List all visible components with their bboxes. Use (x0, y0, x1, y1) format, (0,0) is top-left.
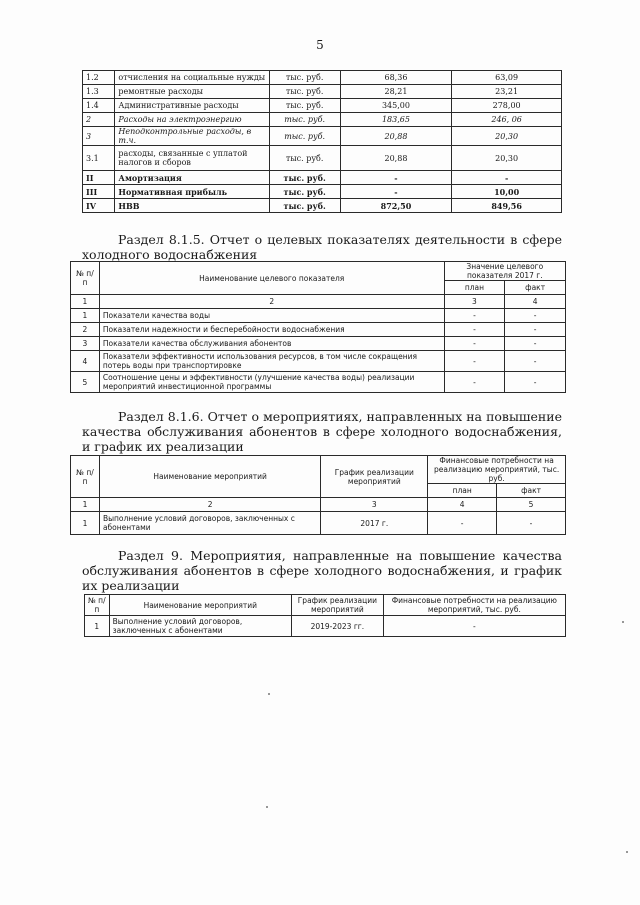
col-header-schedule: График реализации мероприятий (291, 595, 383, 616)
index-cell: 5 (497, 498, 566, 512)
row-value-1: - (340, 185, 452, 199)
row-plan: - (444, 309, 505, 323)
row-name: отчисления на социальные нужды (115, 71, 269, 85)
table-row (71, 372, 566, 393)
scan-speck (268, 693, 270, 695)
row-number: 4 (71, 351, 100, 372)
col-header-fact: факт (497, 484, 566, 498)
row-number: 3 (71, 337, 100, 351)
row-unit: тыс. руб. (269, 71, 340, 85)
row-code: 3.1 (83, 146, 115, 171)
row-value-1: 20,88 (340, 146, 452, 171)
col-header-plan: план (428, 484, 497, 498)
row-indicator-name: Показатели качества обслуживания абонентов (99, 337, 444, 351)
row-name: Неподконтрольные расходы, в т.ч. (115, 127, 269, 146)
index-cell: 1 (71, 498, 100, 512)
row-value-1: - (340, 171, 452, 185)
section-8-1-5-heading: Раздел 8.1.5. Отчет о целевых показателях деятельности в сфере холодного водоснабжения (82, 232, 562, 262)
section-9-heading: Раздел 9. Мероприятия, направленные на повышение качества обслуживания абонентов в сфере холодного водоснабжения, и график их реализации (82, 548, 562, 593)
row-code: 2 (83, 113, 115, 127)
index-cell: 1 (71, 295, 100, 309)
row-value-2: 20,30 (452, 127, 562, 146)
index-cell: 3 (444, 295, 505, 309)
col-header-indicator-name: Наименование целевого показателя (99, 262, 444, 295)
table-row (71, 351, 566, 372)
row-name: Нормативная прибыль (115, 185, 269, 199)
col-header-number: № п/п (85, 595, 110, 616)
table-row (71, 309, 566, 323)
row-fact: - (497, 512, 566, 535)
row-unit: тыс. руб. (269, 171, 340, 185)
col-header-indicator-value: Значение целевого показателя 2017 г. (444, 262, 565, 281)
row-number: 1 (71, 309, 100, 323)
row-indicator-name: Соотношение цены и эффективности (улучшение качества воды) реализации мероприятий инвестиционной программы (99, 372, 444, 393)
row-financial-needs: - (383, 616, 565, 637)
row-name: Амортизация (115, 171, 269, 185)
table-row (71, 512, 566, 535)
row-number: 1 (71, 512, 100, 535)
row-value-2: 849,56 (452, 199, 562, 213)
row-number: 2 (71, 323, 100, 337)
index-cell: 2 (99, 498, 320, 512)
row-number: 1 (85, 616, 110, 637)
table-row (85, 616, 566, 637)
row-value-2: 10,00 (452, 185, 562, 199)
row-value-2: - (452, 171, 562, 185)
row-plan: - (444, 323, 505, 337)
row-value-1: 872,50 (340, 199, 452, 213)
index-cell: 3 (321, 498, 428, 512)
col-header-number: № п/п (71, 262, 100, 295)
row-unit: тыс. руб. (269, 85, 340, 99)
row-fact: - (505, 351, 566, 372)
row-fact: - (505, 337, 566, 351)
row-indicator-name: Показатели качества воды (99, 309, 444, 323)
table-row (83, 71, 562, 85)
row-indicator-name: Показатели надежности и бесперебойности водоснабжения (99, 323, 444, 337)
row-plan: - (444, 337, 505, 351)
table-row (83, 127, 562, 146)
col-header-schedule: График реализации мероприятий (321, 456, 428, 498)
row-plan: - (444, 372, 505, 393)
row-measure-name: Выполнение условий договоров, заключенных с абонентами (109, 616, 291, 637)
row-unit: тыс. руб. (269, 199, 340, 213)
row-fact: - (505, 309, 566, 323)
table-row (83, 99, 562, 113)
row-code: 3 (83, 127, 115, 146)
row-value-1: 68,36 (340, 71, 452, 85)
row-name: Административные расходы (115, 99, 269, 113)
row-code: 1.2 (83, 71, 115, 85)
row-plan: - (428, 512, 497, 535)
row-value-2: 63,09 (452, 71, 562, 85)
row-name: ремонтные расходы (115, 85, 269, 99)
table-row (83, 171, 562, 185)
index-cell: 2 (99, 295, 444, 309)
scan-speck (266, 806, 268, 808)
table-row (83, 113, 562, 127)
row-fact: - (505, 323, 566, 337)
row-value-2: 23,21 (452, 85, 562, 99)
table-row (83, 185, 562, 199)
row-value-1: 20,88 (340, 127, 452, 146)
row-plan: - (444, 351, 505, 372)
planned-measures-table (84, 594, 566, 637)
row-unit: тыс. руб. (269, 146, 340, 171)
index-cell: 4 (428, 498, 497, 512)
row-name: НВВ (115, 199, 269, 213)
row-code: II (83, 171, 115, 185)
row-value-1: 345,00 (340, 99, 452, 113)
row-unit: тыс. руб. (269, 99, 340, 113)
row-name: расходы, связанные с уплатой налогов и сборов (115, 146, 269, 171)
section-8-1-6-heading: Раздел 8.1.6. Отчет о мероприятиях, направленных на повышение качества обслуживания абонентов в сфере холодного водоснабжения, и график их реализации (82, 409, 562, 454)
measures-report-table (70, 455, 566, 535)
row-code: III (83, 185, 115, 199)
row-unit: тыс. руб. (269, 127, 340, 146)
row-code: 1.4 (83, 99, 115, 113)
col-header-fact: факт (505, 281, 566, 295)
row-code: IV (83, 199, 115, 213)
row-value-2: 20,30 (452, 146, 562, 171)
index-cell: 4 (505, 295, 566, 309)
table-row (83, 199, 562, 213)
col-header-financial-needs: Финансовые потребности на реализацию мероприятий, тыс. руб. (383, 595, 565, 616)
row-name: Расходы на электроэнергию (115, 113, 269, 127)
table-row (71, 323, 566, 337)
row-value-1: 183,65 (340, 113, 452, 127)
row-schedule: 2019-2023 гг. (291, 616, 383, 637)
row-schedule: 2017 г. (321, 512, 428, 535)
cost-table (82, 70, 562, 213)
table-row (71, 337, 566, 351)
row-unit: тыс. руб. (269, 185, 340, 199)
col-header-measure-name: Наименование мероприятий (109, 595, 291, 616)
col-header-number: № п/п (71, 456, 100, 498)
row-indicator-name: Показатели эффективности использования ресурсов, в том числе сокращения потерь воды при транспортировке (99, 351, 444, 372)
col-header-plan: план (444, 281, 505, 295)
row-fact: - (505, 372, 566, 393)
page-number: 5 (316, 38, 324, 52)
row-number: 5 (71, 372, 100, 393)
row-value-2: 246, 06 (452, 113, 562, 127)
target-indicators-table (70, 261, 566, 393)
table-row (83, 85, 562, 99)
row-measure-name: Выполнение условий договоров, заключенных с абонентами (99, 512, 320, 535)
row-unit: тыс. руб. (269, 113, 340, 127)
row-value-1: 28,21 (340, 85, 452, 99)
row-code: 1.3 (83, 85, 115, 99)
col-header-financial-needs: Финансовые потребности на реализацию мероприятий, тыс. руб. (428, 456, 566, 484)
scan-speck (622, 621, 624, 623)
table-row (83, 146, 562, 171)
scan-speck (626, 851, 628, 853)
col-header-measure-name: Наименование мероприятий (99, 456, 320, 498)
row-value-2: 278,00 (452, 99, 562, 113)
